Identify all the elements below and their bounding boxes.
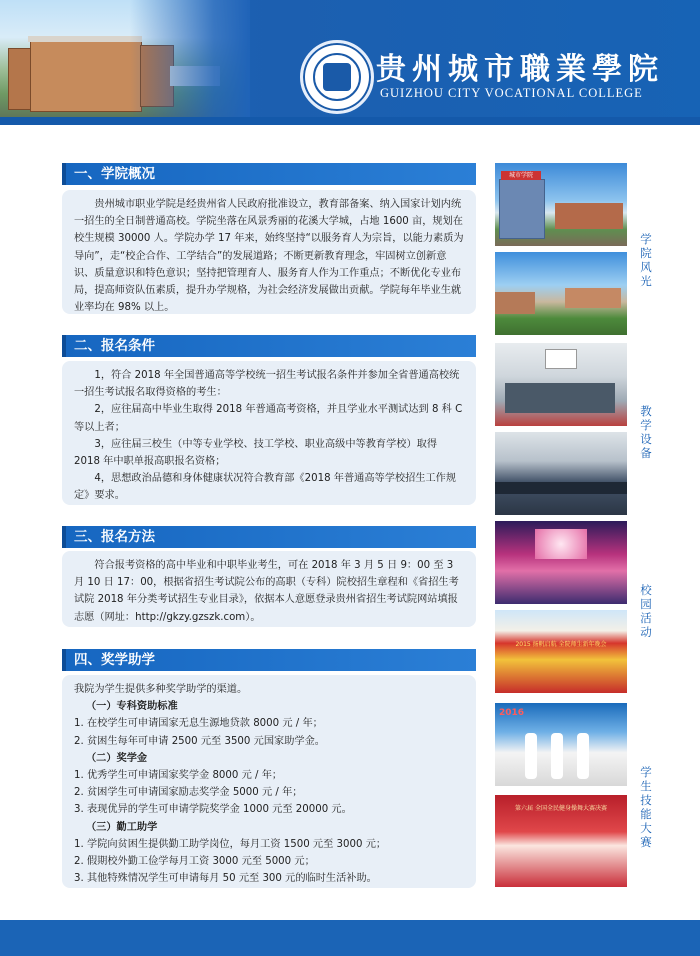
scholarship-item: 3. 其他特殊情况学生可申请每月 50 元至 300 元的临时生活补助。	[74, 873, 377, 885]
side-label-teaching-equipment: 教学设备	[640, 404, 652, 460]
side-label-skills-contest: 学生技能大赛	[640, 765, 652, 849]
scholarship-item: 2. 贫困学生可申请国家励志奖学金 5000 元 / 年；	[74, 787, 303, 799]
classroom-photo	[495, 343, 627, 426]
scholarship-item: 1. 优秀学生可申请国家奖学金 8000 元 / 年；	[74, 770, 283, 782]
overview-panel	[62, 190, 476, 314]
scholarship-panel	[62, 675, 476, 888]
scholarship-item: 1. 在校学生可申请国家无息生源地贷款 8000 元 / 年；	[74, 718, 323, 730]
requirement-item: 2，应往届高中毕业生取得 2018 年普通高考资格，并且学业水平测试达到 8 科 C 等以上者；	[74, 404, 463, 433]
scholarship-group-heading: （二）奖学金	[86, 752, 148, 764]
scholarship-group-heading: （一）专科资助标准	[86, 701, 178, 713]
college-logo	[300, 40, 374, 114]
page-header	[0, 0, 700, 125]
section-title-overview: 一、学院概况	[62, 163, 476, 185]
scholarship-intro: 我院为学生提供多种奖学助学的渠道。	[74, 684, 248, 695]
section-title-requirements: 二、报名条件	[62, 335, 476, 357]
campus-gate-photo: 城市学院	[495, 163, 627, 246]
requirements-panel	[62, 361, 476, 505]
method-text: 符合报考资格的高中毕业和中职毕业考生，可在 2018 年 3 月 5 日 9：00 至 3 月 10 日 17：00，根据省招生考试院公布的高职（专科）院校招生章程和《省招生考试院 2018 年分类考试招生专业目录》，依据本人意愿登录贵州省招生考试院网站填报志愿（网址：http://gkzy.gzszk.com）。	[74, 560, 459, 623]
scholarship-item: 1. 学院向贫困生提供勤工助学岗位，每月工资 1500 元至 3000 元；	[74, 838, 387, 850]
scholarship-item: 3. 表现优异的学生可申请学院奖学金 1000 元至 20000 元。	[74, 804, 352, 816]
group-event-photo: 2015 扬帆启航 全院师生新年晚会	[495, 610, 627, 693]
stage-performance-photo	[495, 521, 627, 604]
overview-text: 贵州城市职业学院是经贵州省人民政府批准设立，教育部备案、纳入国家计划内统一招生的全日制普通高校。学院坐落在风景秀丽的花溪大学城，占地 1600 亩，规划在校生规模 30000 人。学院办学 17 年来，始终坚持“以服务育人为宗旨，以能力素质为导向”，走“校企合作、工学结合”的发展道路；不断更新教育理念，牢固树立创新意识、质量意识和特色意识；坚持把管理育人、服务育人作为工作重点；不断优化专业布局，提高师资队伍素质，提升办学规格，为社会经济发展做出贡献。学院每年毕业生就业率均在 98% 以上。	[74, 199, 464, 314]
requirement-item: 1，符合 2018 年全国普通高等学校统一招生考试报名条件并参加全省普通高校统一招生考试报名取得资格的考生：	[74, 370, 460, 399]
section-title-scholarship: 四、奖学助学	[62, 649, 476, 671]
scholarship-item: 2. 贫困生每年可申请 2500 元至 3500 元国家助学金。	[74, 735, 325, 747]
campus-header-photo	[0, 0, 250, 125]
college-name-cn: 贵州城市職業學院	[376, 52, 664, 87]
side-label-campus-scenery: 学院风光	[640, 232, 652, 288]
requirement-item: 3，应往届三校生（中等专业学校、技工学校、职业高级中等教育学校）取得 2018 年中职单报高职报名资格；	[74, 438, 438, 468]
scholarship-group-heading: （三）勤工助学	[86, 821, 158, 833]
side-label-campus-activities: 校园活动	[640, 583, 652, 639]
college-name-en: GUIZHOU CITY VOCATIONAL COLLEGE	[380, 86, 643, 100]
dance-contest-photo: 第六届 全国全民健身操舞大赛决赛	[495, 795, 627, 887]
method-panel	[62, 551, 476, 627]
computer-lab-photo	[495, 432, 627, 515]
skills-demo-photo: 2016	[495, 703, 627, 786]
section-title-method: 三、报名方法	[62, 526, 476, 548]
campus-buildings-photo	[495, 252, 627, 335]
requirement-item: 4，思想政治品德和身体健康状况符合教育部《2018 年普通高等学校招生工作规定》要求。	[74, 473, 457, 502]
page-footer-band	[0, 920, 700, 956]
scholarship-item: 2. 假期校外勤工俭学每月工资 3000 元至 5000 元；	[74, 856, 315, 868]
